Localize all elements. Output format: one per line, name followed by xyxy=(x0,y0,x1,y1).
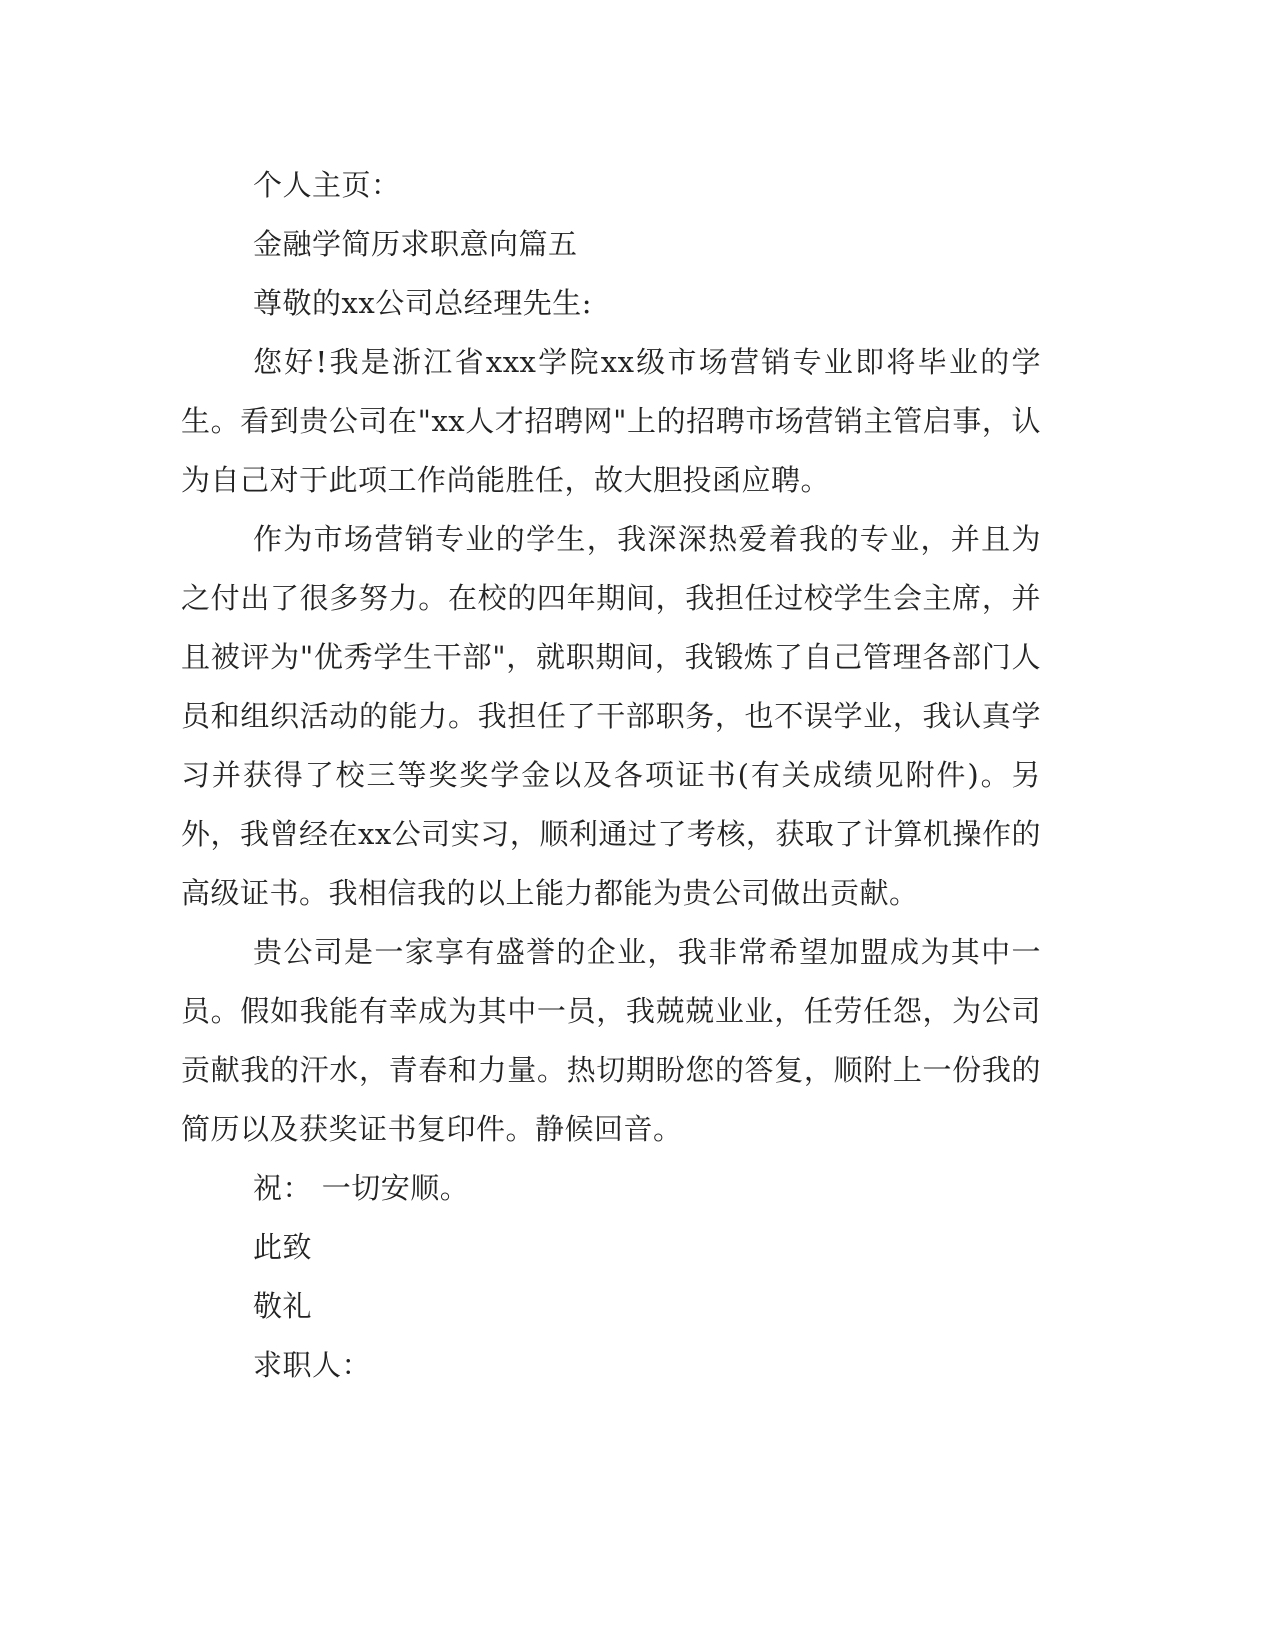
closing-jingli: 敬礼 xyxy=(253,1289,313,1323)
salutation: 尊敬的xx公司总经理先生: xyxy=(253,286,592,320)
homepage-label: 个人主页： xyxy=(253,168,401,202)
letter-body xyxy=(181,156,1041,1395)
wish-line: 祝： 一切安顺。 xyxy=(253,1171,470,1205)
signature-label: 求职人： xyxy=(253,1348,372,1382)
document-title: 金融学简历求职意向篇五 xyxy=(253,227,578,261)
paragraph-experience: 作为市场营销专业的学生，我深深热爱着我的专业，并且为之付出了很多努力。在校的四年期间，我担任过校学生会主席，并且被评为"优秀学生干部"，就职期间，我锻炼了自己管理各部门人员和组织活动的能力。我担任了干部职务，也不误学业，我认真学习并获得了校三等奖奖学金以及各项证书(有关成绩见附件)。另外，我曾经在xx公司实习，顺利通过了考核，获取了计算机操作的高级证书。我相信我的以上能力都能为贵公司做出贡献。 xyxy=(181,522,1041,910)
paragraph-closing: 贵公司是一家享有盛誉的企业，我非常希望加盟成为其中一员。假如我能有幸成为其中一员，我兢兢业业，任劳任怨，为公司贡献我的汗水，青春和力量。热切期盼您的答复，顺附上一份我的简历以及获奖证书复印件。静候回音。 xyxy=(181,935,1041,1146)
paragraph-intro: 您好!我是浙江省xxx学院xx级市场营销专业即将毕业的学生。看到贵公司在"xx人才招聘网"上的招聘市场营销主管启事，认为自己对于此项工作尚能胜任，故大胆投函应聘。 xyxy=(181,345,1041,497)
closing-cizhi: 此致 xyxy=(253,1230,313,1264)
